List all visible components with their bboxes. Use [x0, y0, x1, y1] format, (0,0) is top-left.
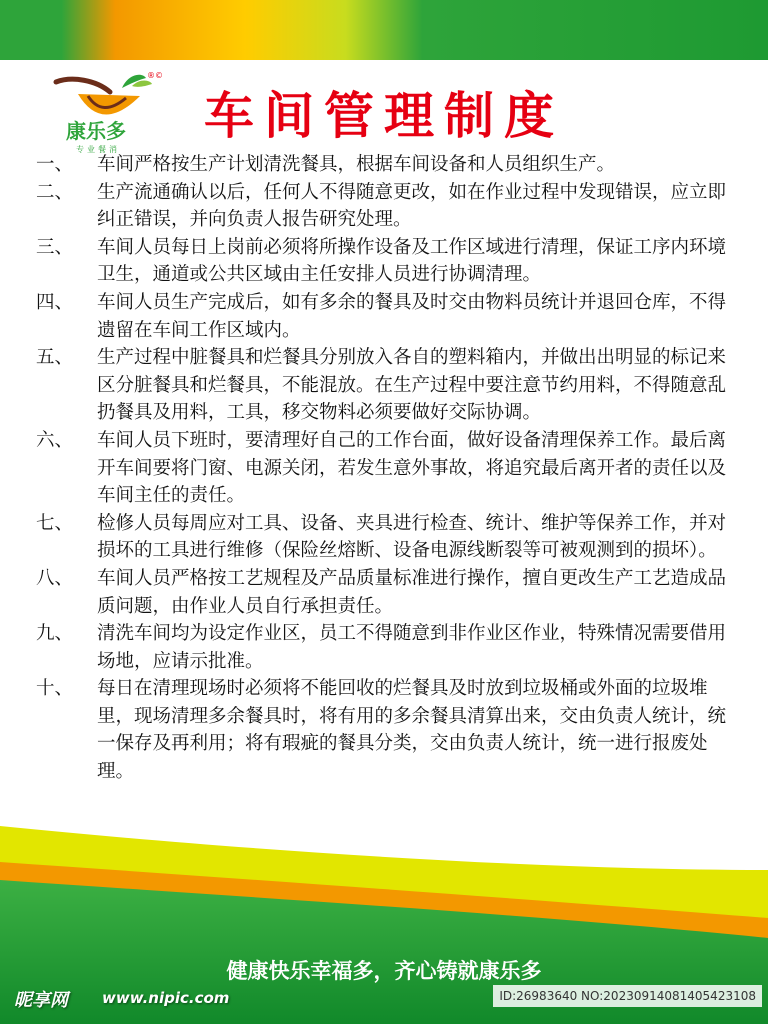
rule-number: 四、: [36, 291, 74, 313]
rule-text: 车间人员生产完成后，如有多余的餐具及时交由物料员统计并退回仓库，不得遗留在车间工作区域内。: [97, 291, 727, 341]
rule-item: [36, 620, 736, 675]
rule-text: 生产流通确认以后，任何人不得随意更改，如在作业过程中发现错误，应立即纠正错误，并向负责人报告研究处理。: [97, 181, 727, 231]
brand-name: 康乐多: [66, 119, 126, 143]
registered-mark: ®©: [147, 71, 163, 80]
rule-text: 车间人员严格按工艺规程及产品质量标准进行操作，擅自更改生产工艺造成品质问题，由作业人员自行承担责任。: [97, 567, 727, 617]
rule-text: 清洗车间均为设定作业区，员工不得随意到非作业区作业，特殊情况需要借用场地，应请示批准。: [97, 623, 727, 672]
rule-item: [36, 565, 736, 620]
rule-item: [36, 427, 736, 510]
rules-list: [36, 151, 736, 786]
rule-number: 八、: [36, 567, 74, 589]
rule-text: 车间人员每日上岗前必须将所操作设备及工作区域进行清理，保证工序内环境卫生，通道或公共区域由主任安排人员进行协调清理。: [97, 236, 727, 286]
rule-text: 车间严格按生产计划清洗餐具，根据车间设备和人员组织生产。: [97, 154, 616, 175]
rule-text: 车间人员下班时，要清理好自己的工作台面，做好设备清理保养工作。最后离开车间要将门窗、电源关闭，若发生意外事故，将追究最后离开者的责任以及车间主任的责任。: [97, 429, 727, 507]
watermark-logo: 昵享网: [14, 990, 68, 1011]
rule-number: 十、: [36, 678, 74, 700]
rule-item: [36, 675, 736, 785]
page-title: 车间管理制度: [204, 87, 564, 145]
rule-item: [36, 510, 736, 565]
rule-number: 六、: [36, 429, 74, 451]
rule-text: 每日在清理现场时必须将不能回收的烂餐具及时放到垃圾桶或外面的垃圾堆里，现场清理多余餐具时，将有用的多余餐具清算出来，交由负责人统计，统一保存及再利用；将有瑕疵的餐具分类，交由负责人统计，统一进行报废处理。: [97, 678, 727, 783]
rule-item: [36, 151, 736, 179]
rule-item: [36, 179, 736, 234]
brand-tagline: 专业餐消: [76, 145, 120, 154]
rule-item: [36, 234, 736, 289]
rule-text: 检修人员每周应对工具、设备、夹具进行检查、统计、维护等保养工作，并对损坏的工具进行维修（保险丝熔断、设备电源线断裂等可被观测到的损坏）。: [97, 512, 727, 562]
rule-number: 二、: [36, 181, 74, 203]
rule-item: [36, 344, 736, 427]
rule-number: 一、: [36, 154, 74, 175]
rule-number: 七、: [36, 512, 74, 534]
top-band: [0, 0, 768, 60]
rule-number: 三、: [36, 236, 74, 258]
slogan: 健康快乐幸福多，齐心铸就康乐多: [226, 958, 542, 983]
rule-text: 生产过程中脏餐具和烂餐具分别放入各自的塑料箱内，并做出出明显的标记来区分脏餐具和烂餐具，不能混放。在生产过程中要注意节约用料，不得随意乱扔餐具及用料，工具，移交物料必须要做好交际协调。: [97, 347, 727, 424]
rule-number: 五、: [36, 347, 74, 369]
rule-item: [36, 289, 736, 344]
watermark-url: www.nipic.com: [102, 989, 230, 1007]
watermark-id: ID:26983640 NO:20230914081405423108: [493, 985, 762, 1007]
rule-number: 九、: [36, 623, 74, 645]
